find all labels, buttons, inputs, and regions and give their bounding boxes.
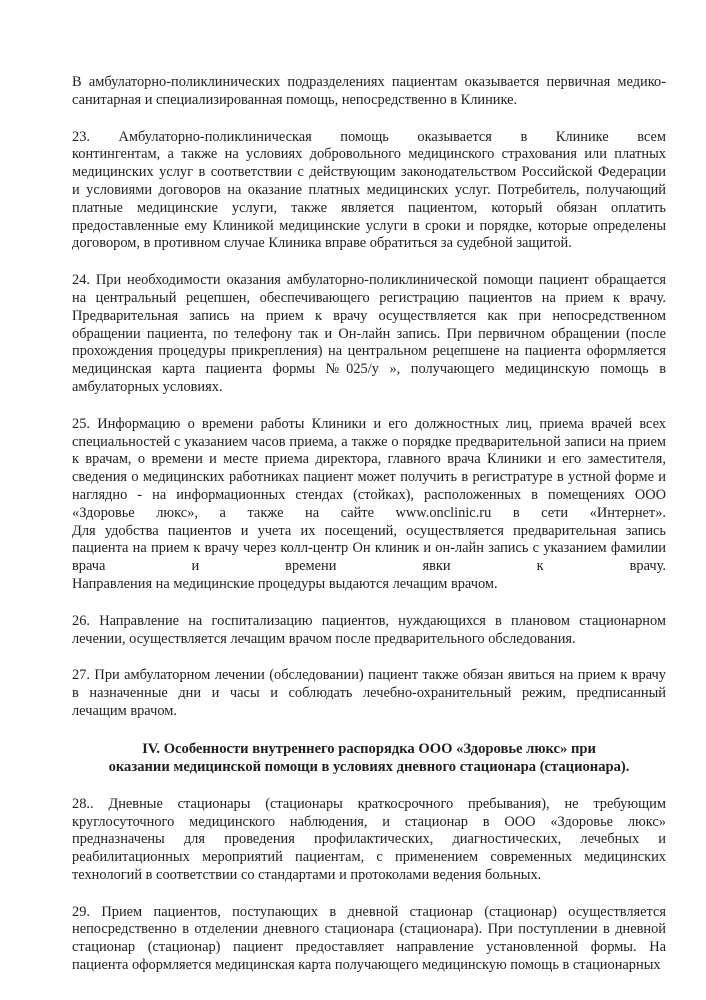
paragraph-line: медицинских услуг в соответствии с действующим законодательством Российской Федерации	[72, 164, 666, 181]
paragraph-p26	[72, 613, 666, 649]
heading-line: оказании медицинской помощи в условиях дневного стационара (стационара).	[108, 758, 630, 775]
paragraphs-top	[72, 74, 666, 721]
paragraph-line: Предварительная запись на прием к врачу осуществляется как при непосредственном	[72, 307, 666, 324]
paragraph-line: в назначенные дни и часы и соблюдать лечебно-охранительный режим, предписанный	[72, 685, 666, 702]
paragraph-line: «Здоровье люкс», а также на сайте www.onclinic.ru в сети «Интернет».	[72, 504, 666, 521]
paragraph-line: санитарная и специализированная помощь, непосредственно в Клинике.	[72, 91, 518, 108]
heading-line: IV. Особенности внутреннего распорядка ООО «Здоровье люкс» при	[142, 740, 596, 757]
paragraph-line: пациента оформляется медицинская карта получающего медицинскую помощь в стационарных	[72, 957, 661, 974]
paragraph-line: реабилитационных мероприятий пациентам, с применением современных медицинских	[72, 849, 666, 866]
paragraph-p28	[72, 796, 666, 885]
paragraph-line: и условиями договоров на оказание платных медицинских услуг. Потребитель, получающий	[72, 181, 666, 198]
paragraph-line: 23. Амбулаторно-поликлиническая помощь оказывается в Клинике всем	[72, 128, 666, 145]
paragraph-line: лечении, осуществляется лечащим врачом после предварительного обследования.	[72, 630, 576, 647]
paragraph-line: прохождения процедуры прикрепления) на центральном рецепшене на пациента оформляется	[72, 343, 666, 360]
paragraph-line: 27. При амбулаторном лечении (обследовании) пациент также обязан явиться на прием к врачу	[72, 667, 666, 684]
paragraph-line: лечащим врачом.	[72, 702, 177, 719]
paragraph-line: амбулаторных условиях.	[72, 378, 223, 395]
paragraph-line: платные медицинские услуги, также является пациентом, который обязан оплатить	[72, 199, 666, 216]
paragraph-line: стационар (стационар) пациент предоставляет направление установленной формы. На	[72, 939, 666, 956]
paragraph-line: специальностей с указанием часов приема, а также о порядке предварительной записи на прием	[72, 433, 666, 450]
paragraph-line: 29. Прием пациентов, поступающих в дневной стационар (стационар) осуществляется	[72, 903, 666, 920]
paragraph-line: наглядно - на информационных стендах (стойках), расположенных в помещениях ООО	[72, 486, 666, 503]
paragraph-line: круглосуточного медицинского наблюдения, и стационар в ООО «Здоровье люкс»	[72, 813, 666, 830]
paragraph-line: договором, в противном случае Клиника вправе обратиться за судебной защитой.	[72, 235, 572, 252]
paragraph-line: медицинская карта пациента формы №025/у », получающего медицинскую помощь в	[72, 361, 666, 378]
paragraphs-bottom	[72, 796, 666, 975]
paragraph-p23	[72, 129, 666, 254]
paragraph-line: обращении пациента, по телефону так и Он-лайн запись. При первичном обращении (после	[72, 325, 666, 342]
paragraph-line: пациента на прием к врачу через колл-центр Он клиник и он-лайн запись с указанием фамилии	[72, 540, 666, 557]
paragraph-line: 25. Информацию о времени работы Клиники и его должностных лиц, приема врачей всех	[72, 415, 666, 432]
paragraph-line: 26. Направление на госпитализацию пациентов, нуждающихся в плановом стационарном	[72, 612, 666, 629]
paragraph-p25	[72, 416, 666, 594]
section-heading	[72, 740, 666, 776]
paragraph-p24	[72, 272, 666, 397]
paragraph-intro	[72, 74, 666, 110]
paragraph-line: предоставленные ему Клиникой медицинские услуги в сроки и порядке, которые определены	[72, 217, 666, 234]
paragraph-line: В амбулаторно-поликлинических подразделениях пациентам оказывается первичная медико-	[72, 74, 666, 90]
paragraph-line: контингентам, а также на условиях добровольного медицинского страхования или платных	[72, 146, 666, 163]
paragraph-line: Для удобства пациентов и учета их посещений, осуществляется предварительная запись	[72, 522, 666, 539]
paragraph-line: предназначены для проведения профилактических, диагностических, лечебных и	[72, 831, 666, 848]
paragraph-p27	[72, 667, 666, 720]
paragraph-line: непосредственно в отделении дневного стационара (стационара). При поступлении в дневной	[72, 921, 666, 938]
paragraph-line: на центральный рецепшен, обеспечивающего регистрацию пациентов на прием к врачу.	[72, 289, 666, 306]
paragraph-line: врача и времени явки к врачу.	[72, 558, 666, 575]
paragraph-p29	[72, 904, 666, 975]
paragraph-line: сведения о медицинских работниках пациент может получить в регистратуре в устной форме и	[72, 469, 666, 486]
paragraph-line: технологий в соответствии со стандартами и протоколами ведения больных.	[72, 866, 542, 883]
paragraph-line: 24. При необходимости оказания амбулаторно-поликлинической помощи пациент обращается	[72, 272, 666, 289]
paragraph-line: 28.. Дневные стационары (стационары краткосрочного пребывания), не требующим	[72, 795, 666, 812]
paragraph-line: Направления на медицинские процедуры выдаются лечащим врачом.	[72, 575, 498, 592]
paragraph-line: к врачам, о времени и месте приема директора, главного врача Клиники и его заместителя,	[72, 451, 666, 468]
